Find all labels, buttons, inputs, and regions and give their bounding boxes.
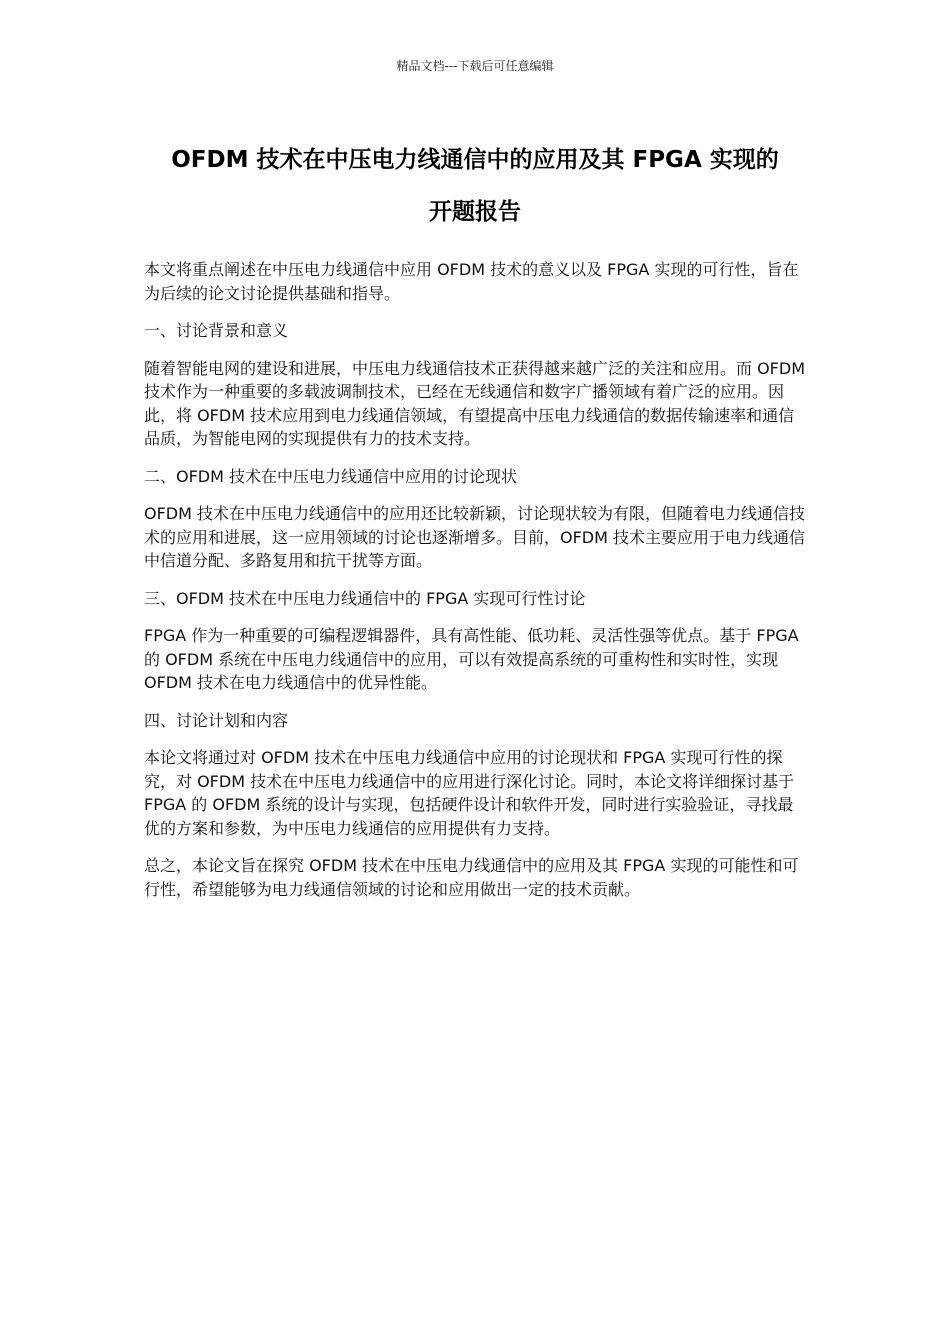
section-paragraph-2: OFDM 技术在中压电力线通信中的应用还比较新颖，讨论现状较为有限，但随着电力线通信技术的应用和进展，这一应用领域的讨论也逐渐增多。目前，OFDM 技术主要应用于电力线通信中信道分配、多路复用和抗干扰等方面。	[144, 504, 806, 570]
section-paragraph-1: 随着智能电网的建设和进展，中压电力线通信技术正获得越来越广泛的关注和应用。而 OFDM 技术作为一种重要的多载波调制技术，已经在无线通信和数字广播领域有着广泛的应用。因此，将 OFDM 技术应用到电力线通信领域，有望提高中压电力线通信的数据传输速率和通信品质，为智能电网的实现提供有力的技术支持。	[144, 358, 806, 448]
section-heading-2: 二、OFDM 技术在中压电力线通信中应用的讨论现状	[144, 466, 518, 486]
section-paragraph-4: 本论文将通过对 OFDM 技术在中压电力线通信中应用的讨论现状和 FPGA 实现可行性的探究，对 OFDM 技术在中压电力线通信中的应用进行深化讨论。同时，本论文将详细探讨基于 FPGA 的 OFDM 系统的设计与实现，包括硬件设计和软件开发，同时进行实验验证，寻找最优的方案和参数，为中压电力线通信的应用提供有力支持。	[144, 748, 795, 838]
title-line-1: OFDM 技术在中压电力线通信中的应用及其 FPGA 实现的	[171, 147, 779, 173]
title-line-2: 开题报告	[429, 199, 521, 225]
section-paragraph-3: FPGA 作为一种重要的可编程逻辑器件，具有高性能、低功耗、灵活性强等优点。基于 FPGA 的 OFDM 系统在中压电力线通信中的应用，可以有效提高系统的可重构性和实时性，实现 OFDM 技术在电力线通信中的优异性能。	[144, 626, 799, 692]
section-heading-1: 一、讨论背景和意义	[144, 321, 289, 340]
conclusion-paragraph: 总之，本论文旨在探究 OFDM 技术在中压电力线通信中的应用及其 FPGA 实现的可能性和可行性，希望能够为电力线通信领域的讨论和应用做出一定的技术贡献。	[144, 856, 799, 899]
document-body	[144, 258, 808, 915]
intro-paragraph: 本文将重点阐述在中压电力线通信中应用 OFDM 技术的意义以及 FPGA 实现的可行性，旨在为后续的论文讨论提供基础和指导。	[144, 260, 799, 303]
document-title	[100, 134, 850, 238]
section-heading-3: 三、OFDM 技术在中压电力线通信中的 FPGA 实现可行性讨论	[144, 588, 586, 608]
header-note: 精品文档---下载后可任意编辑	[396, 59, 554, 73]
section-heading-4: 四、讨论计划和内容	[144, 710, 289, 730]
